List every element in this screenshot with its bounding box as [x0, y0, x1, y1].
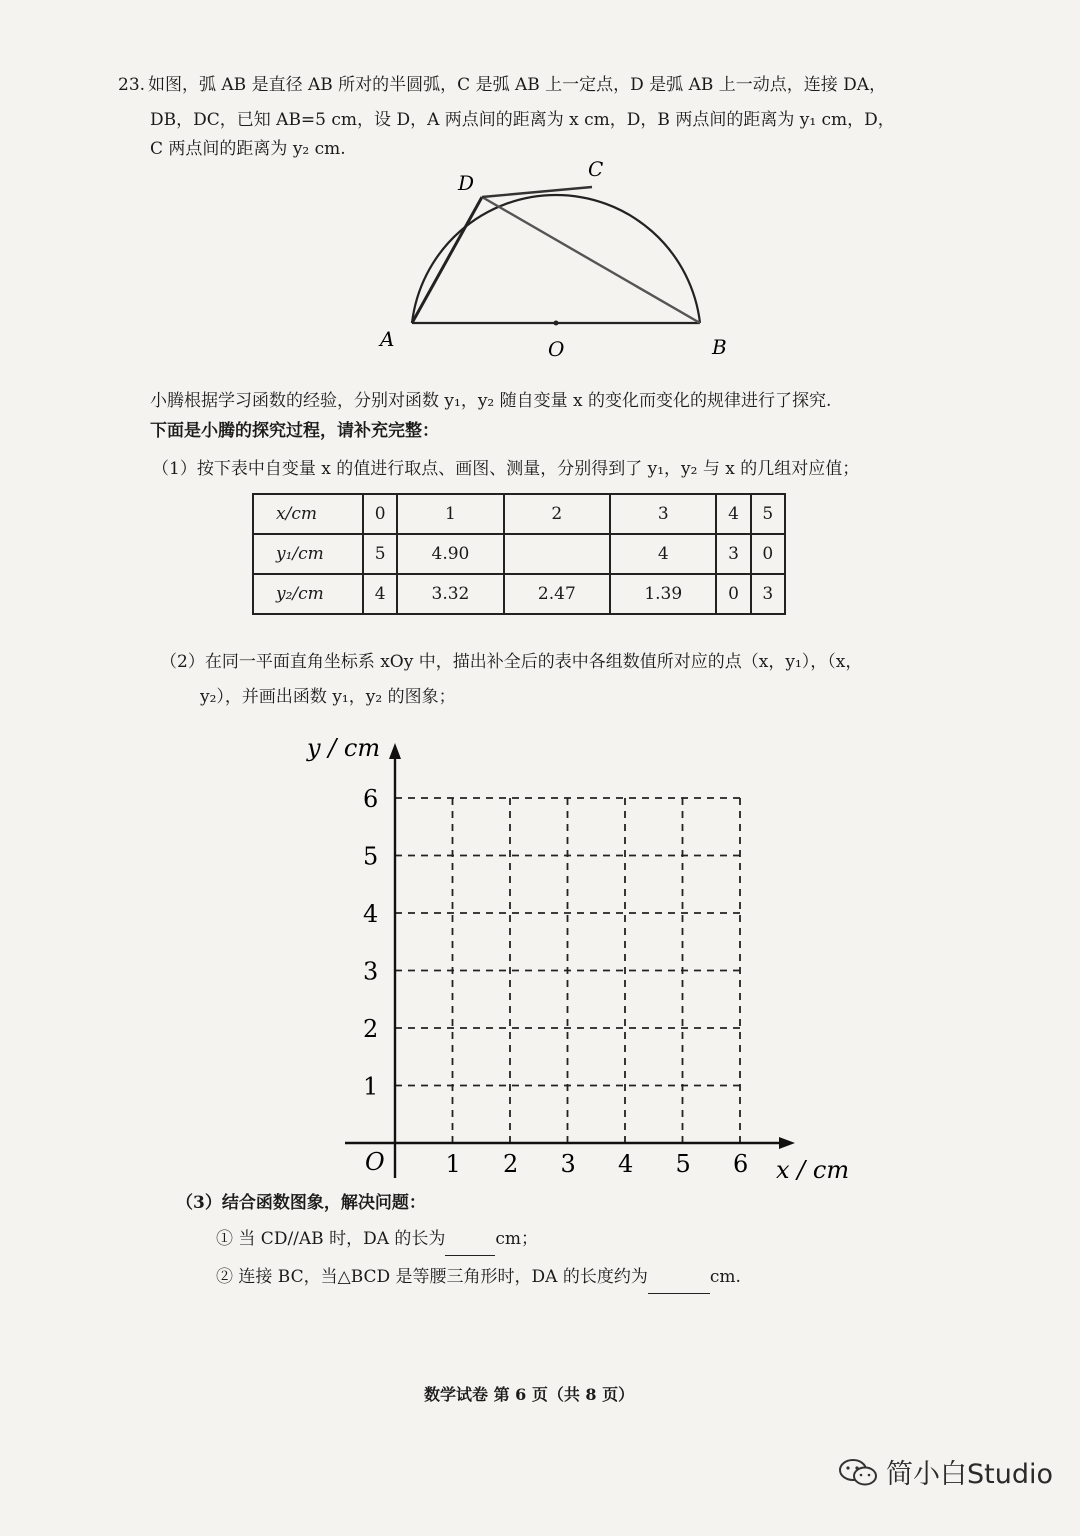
table-cell: 2: [504, 494, 610, 534]
table-cell: 0: [716, 574, 750, 614]
semicircle-arc: [412, 195, 700, 323]
coordinate-grid[interactable]: [290, 700, 870, 1200]
intro-line-1: 小腾根据学习函数的经验，分别对函数 y₁，y₂ 随自变量 x 的变化而变化的规律进行了探究.: [150, 391, 832, 411]
y-tick-label: 2: [363, 1015, 379, 1043]
wechat-icon: [838, 1457, 878, 1487]
problem-line-1: 如图，弧 AB 是直径 AB 所对的半圆弧，C 是弧 AB 上一定点，D 是弧 AB 上一动点，连接 DA，: [148, 75, 887, 95]
question-2-unit: cm.: [709, 1267, 741, 1287]
table-cell: 3: [751, 574, 785, 614]
label-O: O: [548, 337, 565, 361]
y-tick-label: 4: [363, 900, 379, 928]
label-B: B: [712, 335, 727, 359]
center-point-O: [554, 321, 559, 326]
page-footer: 数学试卷 第 6 页（共 8 页）: [424, 1385, 635, 1404]
label-C: C: [588, 157, 604, 181]
watermark: [838, 1452, 1053, 1491]
label-A: A: [380, 327, 395, 351]
semicircle-figure: [360, 150, 760, 370]
value-table: [252, 493, 786, 615]
y-axis-arrow-icon: [389, 743, 401, 759]
x-tick-label: 3: [560, 1150, 576, 1178]
part2-line-2: y₂），并画出函数 y₁，y₂ 的图象；: [200, 687, 456, 707]
x-tick-label: 5: [675, 1150, 691, 1178]
x-axis-arrow-icon: [779, 1137, 795, 1149]
table-cell: 4.90: [397, 534, 503, 574]
table-cell: 0: [751, 534, 785, 574]
problem-line-3: C 两点间的距离为 y₂ cm.: [150, 139, 346, 159]
question-1-unit: cm；: [495, 1229, 539, 1249]
table-cell: 3: [610, 494, 716, 534]
table-cell: 4: [363, 574, 397, 614]
problem-number: 23.: [118, 75, 146, 95]
label-D: D: [458, 171, 475, 195]
table-cell: 0: [363, 494, 397, 534]
x-tick-label: 1: [445, 1150, 461, 1178]
table-cell: 4: [716, 494, 750, 534]
question-2-text: ② 连接 BC，当△BCD 是等腰三角形时，DA 的长度约为: [216, 1267, 648, 1287]
watermark-text: 简小白Studio: [886, 1459, 1053, 1490]
table-row: [253, 494, 785, 534]
table-header-y1: y₁/cm: [253, 534, 363, 574]
table-cell-blank[interactable]: [504, 534, 610, 574]
part2-line-1: （2）在同一平面直角坐标系 xOy 中，描出补全后的表中各组数值所对应的点（x，y₁），（x，: [160, 652, 863, 672]
y-axis-label: y / cm: [307, 734, 381, 762]
problem-line-2: DB，DC，已知 AB=5 cm，设 D，A 两点间的距离为 x cm，D，B 两点间的距离为 y₁ cm，D，: [150, 110, 895, 130]
x-tick-label: 6: [733, 1150, 749, 1178]
x-tick-label: 2: [503, 1150, 519, 1178]
question-1-text: ① 当 CD//AB 时，DA 的长为: [216, 1229, 446, 1249]
table-cell: 2.47: [504, 574, 610, 614]
intro-line-2: 下面是小腾的探究过程，请补充完整：: [150, 421, 439, 441]
table-cell: 1: [397, 494, 503, 534]
table-cell: 4: [610, 534, 716, 574]
question-2-answer-blank[interactable]: [648, 1271, 710, 1294]
segment-DA: [412, 197, 482, 323]
y-tick-label: 1: [363, 1072, 379, 1101]
part1-text: （1）按下表中自变量 x 的值进行取点、画图、测量，分别得到了 y₁，y₂ 与 x 的几组对应值；: [152, 459, 860, 479]
x-tick-label: 4: [618, 1150, 634, 1178]
table-cell: 1.39: [610, 574, 716, 614]
table-header-y2: y₂/cm: [253, 574, 363, 614]
segment-DB: [482, 197, 700, 323]
table-cell: 3.32: [397, 574, 503, 614]
table-cell: 3: [716, 534, 750, 574]
origin-label: O: [365, 1148, 385, 1176]
table-row: [253, 534, 785, 574]
table-row: [253, 574, 785, 614]
x-axis-label: x / cm: [776, 1156, 850, 1184]
y-tick-label: 5: [363, 842, 379, 871]
y-tick-label: 3: [363, 957, 379, 986]
table-cell: 5: [751, 494, 785, 534]
grid-lines: [395, 798, 740, 1143]
y-tick-label: 6: [363, 785, 379, 813]
table-header-x: x/cm: [253, 494, 363, 534]
question-1-answer-blank[interactable]: [445, 1233, 495, 1256]
part3-heading: （3）结合函数图象，解决问题：: [176, 1193, 426, 1213]
table-cell: 5: [363, 534, 397, 574]
